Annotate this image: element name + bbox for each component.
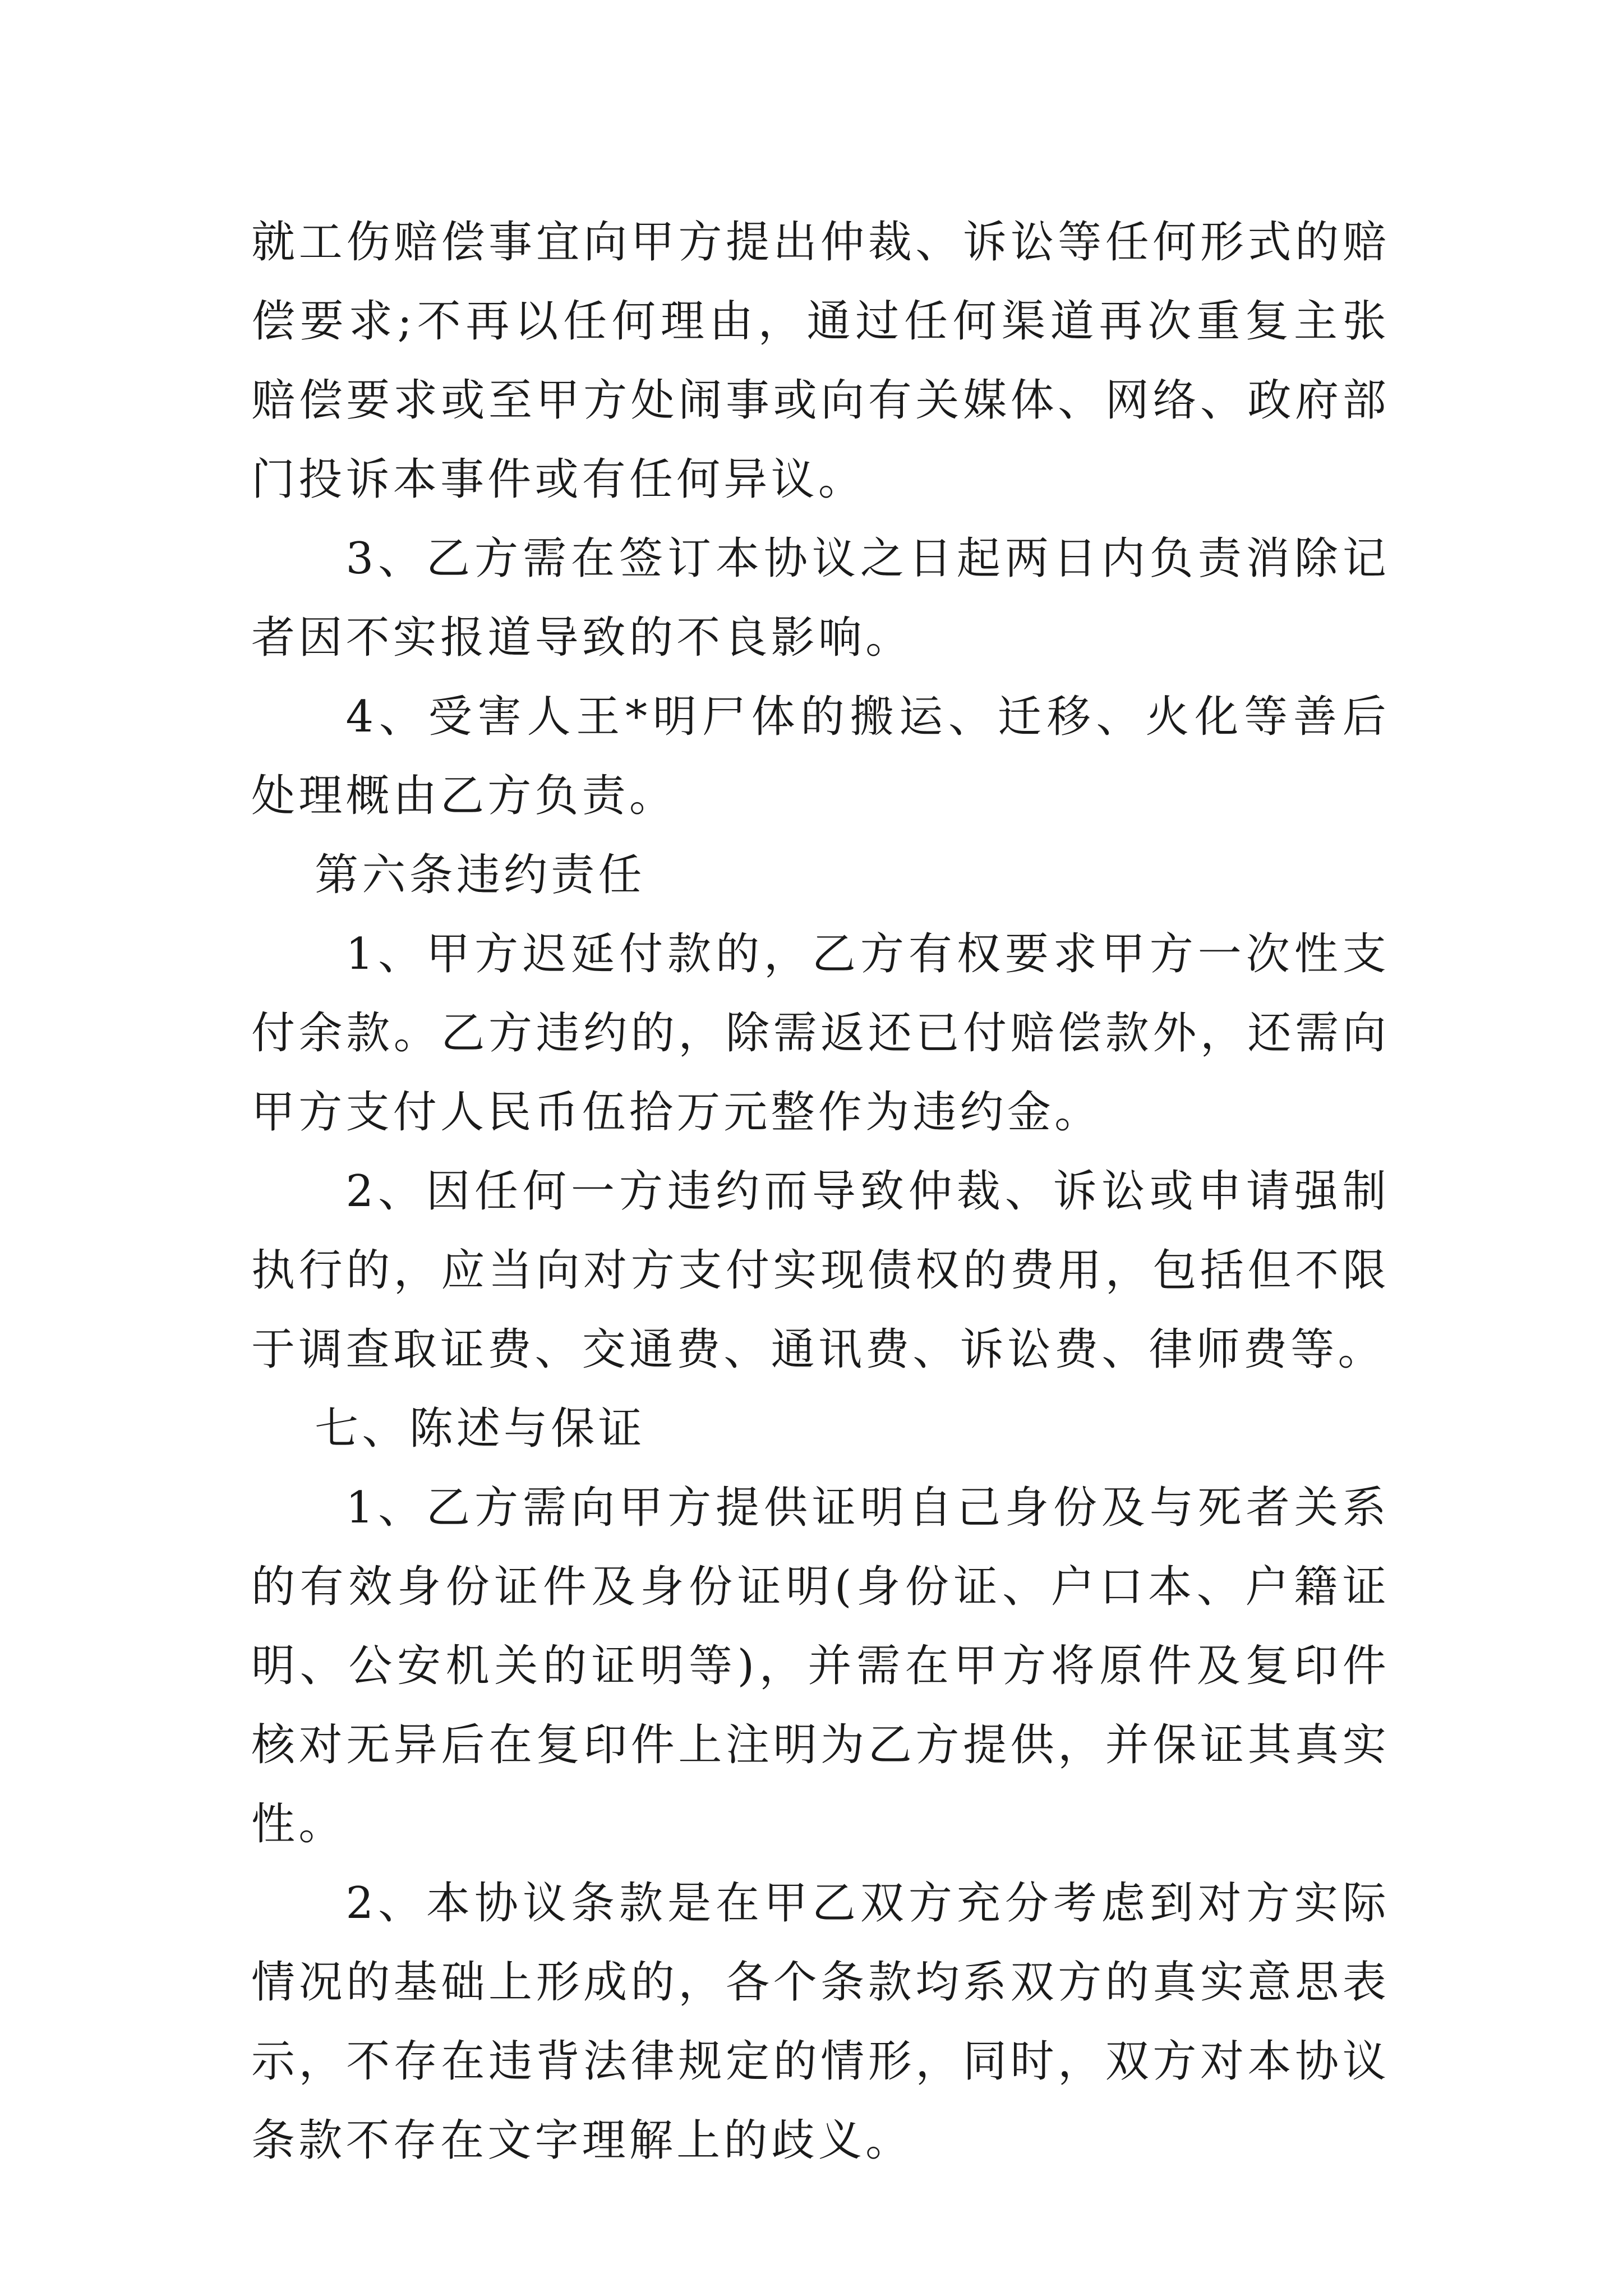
section-heading: 第六条违约责任 — [315, 850, 645, 900]
paragraph-continuation: 就工伤赔偿事宜向甲方提出仲裁、诉讼等任何形式的赔偿要求;不再以任何理由，通过任何渠道再次重复主张赔偿要求或至甲方处闹事或向有关媒体、网络、政府部门投诉本事件或有任何异议。 — [251, 217, 1390, 505]
clause-paragraph: 1、甲方迟延付款的，乙方有权要求甲方一次性支付余款。乙方违约的，除需返还已付赔偿款外，还需向甲方支付人民币伍拾万元整作为违约金。 — [251, 929, 1390, 1138]
clause-paragraph: 1、乙方需向甲方提供证明自己身份及与死者关系的有效身份证件及身份证明(身份证、户口本、户籍证明、公安机关的证明等)，并需在甲方将原件及复印件核对无异后在复印件上注明为乙方提供，并保证其真实性。 — [251, 1483, 1390, 1849]
section-heading: 七、陈述与保证 — [315, 1404, 645, 1454]
clause-paragraph: 4、受害人王*明尸体的搬运、迁移、火化等善后处理概由乙方负责。 — [251, 692, 1390, 821]
document-body — [251, 203, 1390, 2180]
clause-paragraph: 2、本协议条款是在甲乙双方充分考虑到对方实际情况的基础上形成的，各个条款均系双方的真实意思表示，不存在违背法律规定的情形，同时，双方对本协议条款不存在文字理解上的歧义。 — [251, 1878, 1390, 2166]
clause-paragraph: 2、因任何一方违约而导致仲裁、诉讼或申请强制执行的，应当向对方支付实现债权的费用，包括但不限于调查取证费、交通费、通讯费、诉讼费、律师费等。 — [251, 1166, 1390, 1375]
clause-paragraph: 3、乙方需在签订本协议之日起两日内负责消除记者因不实报道导致的不良影响。 — [251, 533, 1390, 663]
